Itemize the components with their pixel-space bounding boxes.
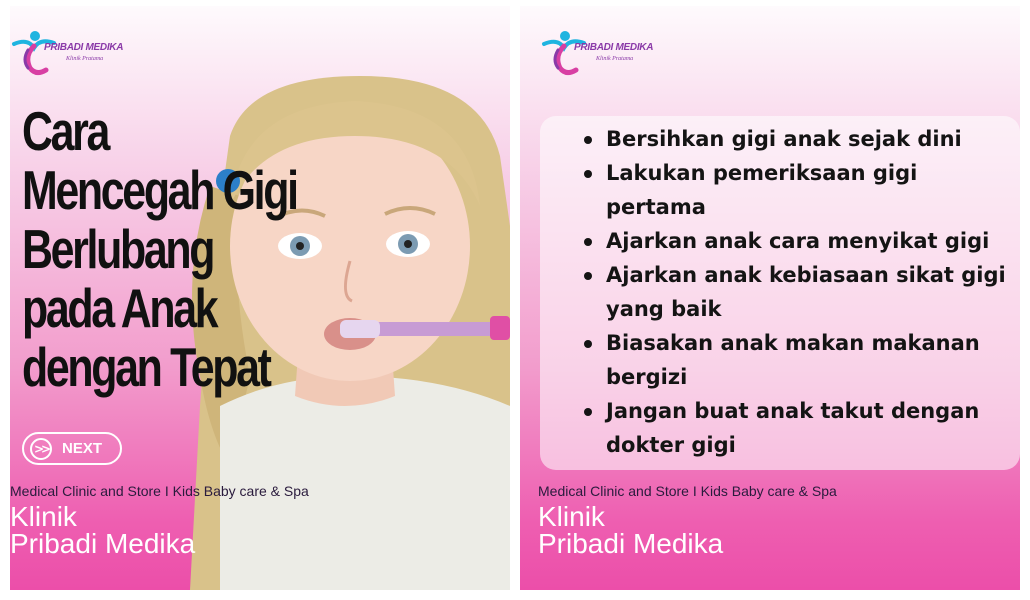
- brand-logo: [540, 28, 654, 78]
- double-chevron-right-icon: >>: [30, 438, 52, 460]
- headline-line: Mencegah Gigi: [22, 159, 297, 221]
- headline-line: dengan Tepat: [22, 336, 270, 398]
- brand-subtitle: Klinik Pratama: [596, 56, 634, 62]
- brand-name: PRIBADI MEDIKA: [574, 42, 654, 53]
- headline-line: pada Anak: [22, 277, 217, 339]
- next-button-label: NEXT: [62, 440, 103, 457]
- slide-right: [520, 6, 1020, 590]
- clinic-tagline: Medical Clinic and Store I Kids Baby care & Spa: [10, 483, 309, 499]
- clinic-tagline: Medical Clinic and Store I Kids Baby care & Spa: [538, 483, 837, 499]
- clinic-name-line1: Klinik: [10, 501, 77, 532]
- clinic-name: [10, 503, 195, 557]
- headline-line: Cara: [22, 100, 109, 162]
- tip-item: Ajarkan anak kebiasaan sikat gigi yang baik: [584, 258, 1014, 326]
- tip-item: Jangan buat anak takut dengan dokter gigi: [584, 394, 1014, 462]
- next-button[interactable]: [22, 432, 122, 465]
- clinic-name-line1: Klinik: [538, 501, 605, 532]
- tip-item: Biasakan anak makan makanan bergizi: [584, 326, 1014, 394]
- brand-name: PRIBADI MEDIKA: [44, 42, 124, 53]
- brand-subtitle: Klinik Pratama: [66, 56, 104, 62]
- brand-logo: [10, 28, 124, 78]
- tip-item: Ajarkan anak cara menyikat gigi: [584, 224, 1014, 258]
- tips-list: [584, 122, 1014, 462]
- clinic-name-line2: Pribadi Medika: [10, 528, 196, 559]
- tip-item: Lakukan pemeriksaan gigi pertama: [584, 156, 1014, 224]
- clinic-name: [538, 503, 723, 557]
- headline-line: Berlubang: [22, 218, 214, 280]
- slide-left: [10, 6, 510, 590]
- headline: [22, 102, 318, 397]
- clinic-name-line2: Pribadi Medika: [538, 528, 724, 559]
- tip-item: Bersihkan gigi anak sejak dini: [584, 122, 1014, 156]
